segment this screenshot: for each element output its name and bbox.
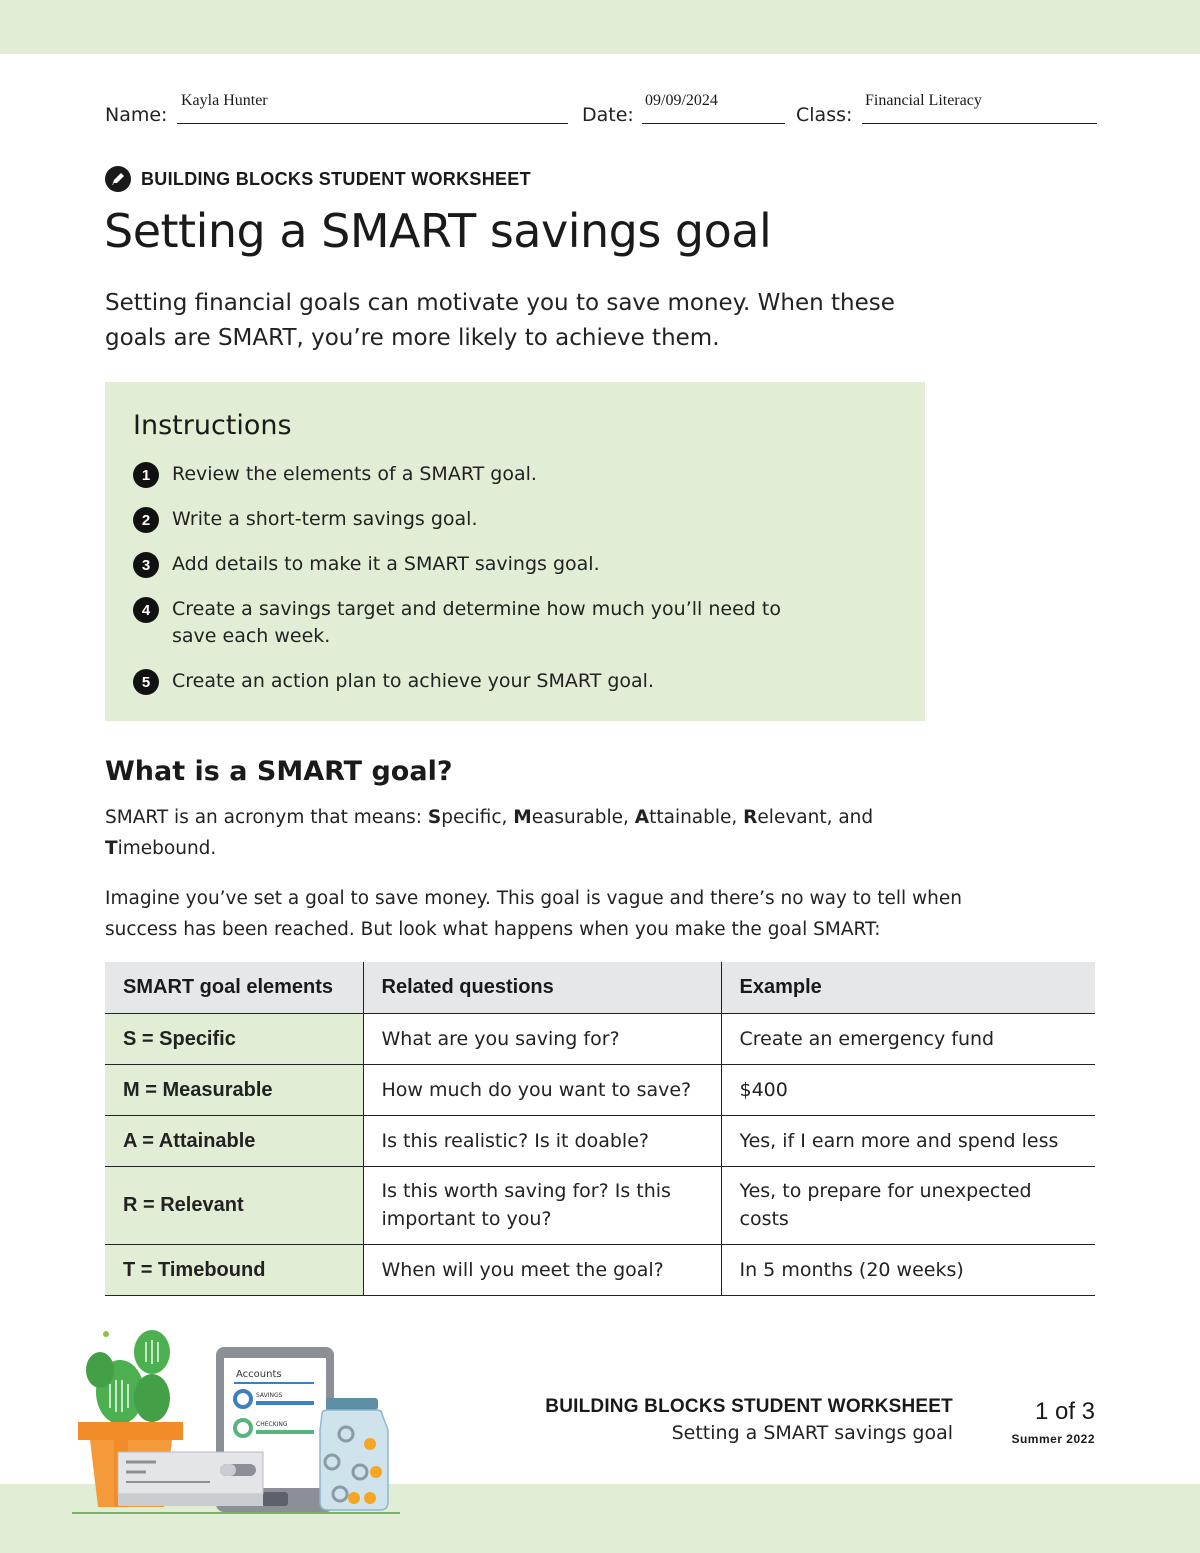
acronym-paragraph: SMART is an acronym that means: Specific, Measurable, Attainable, Relevant, and Timebound. [105, 807, 874, 859]
page-number: 1 of 3 [1034, 1398, 1095, 1425]
instruction-item: 1 Review the elements of a SMART goal. [133, 462, 853, 488]
tablet-screen-title: Accounts [236, 1369, 282, 1380]
name-field[interactable] [105, 92, 568, 126]
page-title: Setting a SMART savings goal [104, 204, 772, 258]
section-heading: What is a SMART goal? [105, 756, 453, 787]
instructions-heading: Instructions [133, 410, 292, 441]
top-band [0, 0, 1200, 54]
name-label: Name: [105, 104, 168, 126]
column-header: Example [721, 962, 1095, 1013]
eyebrow-label: BUILDING BLOCKS STUDENT WORKSHEET [141, 168, 531, 189]
instruction-item: 4 Create a savings target and determine how much you’ll need to save each week. [133, 597, 853, 650]
smart-goal-table [105, 962, 1095, 1296]
date-label: Date: [582, 104, 634, 126]
edition-label: Summer 2022 [1011, 1432, 1095, 1446]
date-value: 09/09/2024 [645, 92, 718, 109]
column-header: SMART goal elements [105, 962, 363, 1013]
table-row: R = Relevant Is this worth saving for? Is this important to you? Yes, to prepare for unexpected costs [105, 1166, 1095, 1244]
instruction-item: 2 Write a short-term savings goal. [133, 507, 853, 533]
intro-paragraph: Setting financial goals can motivate you to save money. When these goals are SMART, you’re more likely to achieve them. [105, 290, 895, 351]
step-number-badge: 4 [133, 597, 159, 623]
instructions-box [105, 382, 925, 721]
step-number-badge: 3 [133, 552, 159, 578]
footer-subtitle: Setting a SMART savings goal [671, 1422, 953, 1444]
table-row: S = Specific What are you saving for? Create an emergency fund [105, 1013, 1095, 1064]
table-header-row [105, 962, 1095, 1013]
name-value: Kayla Hunter [181, 92, 268, 109]
class-field[interactable] [796, 92, 1097, 126]
column-header: Related questions [363, 962, 721, 1013]
instruction-item: 3 Add details to make it a SMART savings goal. [133, 552, 853, 578]
footer-block [545, 1396, 953, 1444]
footer-title: BUILDING BLOCKS STUDENT WORKSHEET [545, 1396, 953, 1417]
step-number-badge: 1 [133, 462, 159, 488]
table-row: M = Measurable How much do you want to save? $400 [105, 1064, 1095, 1115]
class-value: Financial Literacy [865, 92, 982, 109]
step-number-badge: 2 [133, 507, 159, 533]
worksheet-eyebrow [105, 166, 531, 192]
savings-account-label: SAVINGS [256, 1392, 283, 1399]
explanation-paragraph: Imagine you’ve set a goal to save money. This goal is vague and there’s no way to tell when success has been reached. But look what happens when you make the goal SMART: [105, 888, 962, 940]
table-row: A = Attainable Is this realistic? Is it doable? Yes, if I earn more and spend less [105, 1115, 1095, 1166]
step-number-badge: 5 [133, 669, 159, 695]
checking-account-label: CHECKING [256, 1421, 288, 1428]
class-label: Class: [796, 104, 853, 126]
pencil-icon [105, 166, 131, 192]
instruction-item: 5 Create an action plan to achieve your SMART goal. [133, 669, 853, 695]
student-info-row [105, 92, 1097, 126]
date-field[interactable] [582, 92, 785, 126]
savings-illustration [70, 1322, 410, 1517]
table-row: T = Timebound When will you meet the goal? In 5 months (20 weeks) [105, 1244, 1095, 1295]
